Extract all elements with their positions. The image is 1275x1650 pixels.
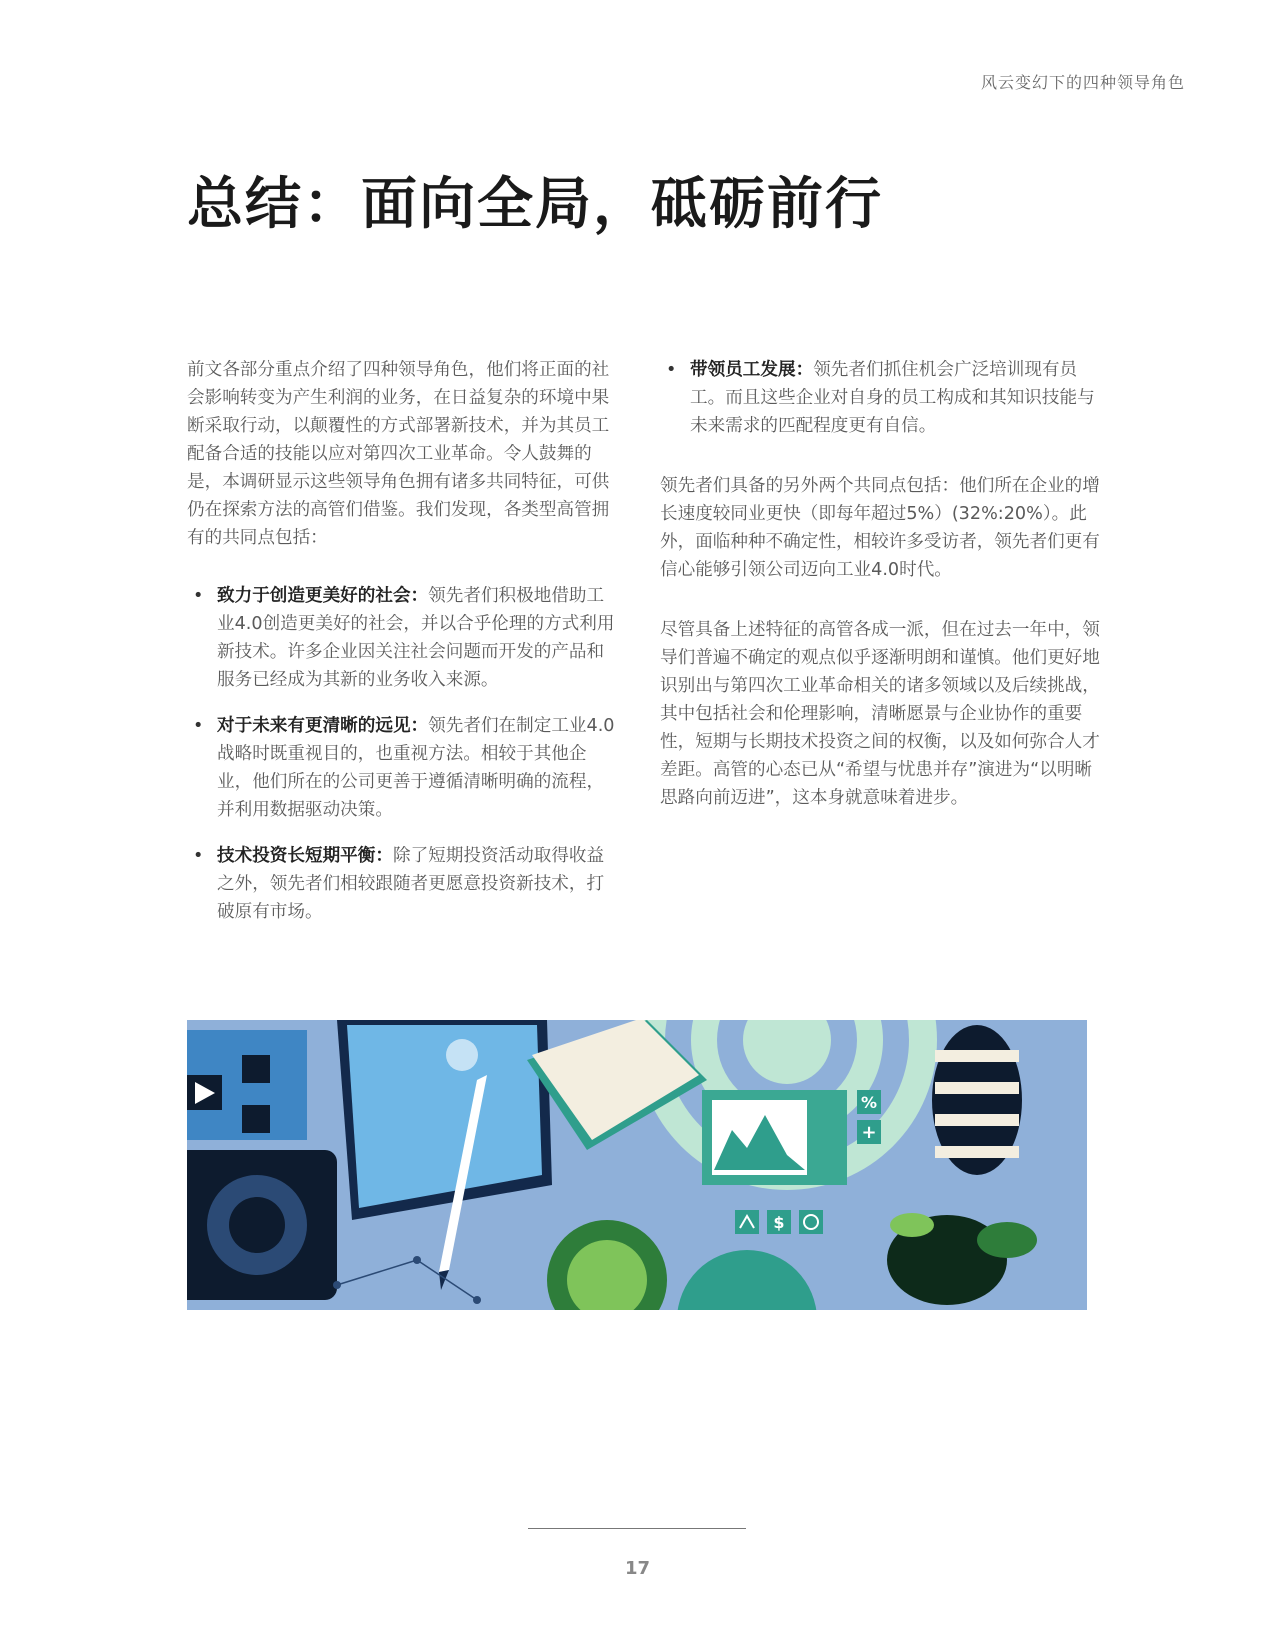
bullet-text: 领先者们在制定工业4.0战略时既重视目的，也重视方法。相较于其他企业，他们所在的公司更善于遵循清晰明确的流程，并利用数据驱动决策。 (217, 716, 615, 820)
list-item (660, 356, 1100, 440)
bullet-label: 致力于创造更美好的社会 (217, 586, 411, 606)
bullet-label: 技术投资长短期平衡 (217, 846, 376, 866)
body-paragraph: 领先者们具备的另外两个共同点包括：他们所在企业的增长速度较同业更快（即每年超过5%）(32%:20%）。此外，面临种种不确定性，相较许多受访者，领先者们更有信心能够引领公司迈向工业4.0时代。 (660, 476, 1100, 580)
list-item (187, 712, 617, 824)
traits-list (187, 582, 617, 926)
blueprint-tablet-graphic (337, 1020, 552, 1220)
left-column (187, 356, 617, 944)
dollar-icon: $ (773, 1213, 785, 1232)
bullet-separator: ： (795, 360, 814, 380)
page-number: 17 (624, 1558, 651, 1579)
bullet-separator: ： (375, 846, 393, 866)
camera-lens-graphic (187, 1150, 337, 1300)
traits-list-continued (660, 356, 1100, 440)
bullet-marker: • (193, 716, 204, 736)
bullet-marker: • (666, 360, 677, 380)
bullet-text: 领先者们抓住机会广泛培训现有员工。而且这些企业对自身的员工构成和其知识技能与未来需求的匹配程度更有自信。 (690, 360, 1095, 436)
running-header: 风云变幻下的四种领导角色 (980, 73, 1185, 92)
vase-graphic (932, 1025, 1022, 1175)
list-item (187, 842, 617, 926)
bullet-text: 除了短期投资活动取得收益之外，领先者们相较跟随者更愿意投资新技术，打破原有市场。 (217, 846, 605, 922)
bullet-separator: ： (410, 716, 429, 736)
illustration-banner (187, 1020, 1087, 1310)
circuit-board-graphic (187, 1030, 307, 1140)
body-paragraph: 尽管具备上述特征的高管各成一派，但在过去一年中，领导们普遍不确定的观点似乎逐渐明朗和谨慎。他们更好地识别出与第四次工业革命相关的诸多领域以及后续挑战，其中包括社会和伦理影响，清晰愿景与企业协作的重要性，短期与长期技术投资之间的权衡，以及如何弥合人才差距。高管的心态已从“希望与忧患并存”演进为“以明晰思路向前迈进”，这本身就意味着进步。 (660, 620, 1100, 808)
bullet-marker: • (193, 846, 204, 866)
bullet-marker: • (193, 586, 204, 606)
bullet-label: 对于未来有更清晰的远见 (217, 716, 411, 736)
bullet-separator: ： (410, 586, 429, 606)
plus-icon: + (861, 1122, 877, 1143)
bullet-text: 领先者们积极地借助工业4.0创造更美好的社会，并以合乎伦理的方式利用新技术。许多企业因关注社会问题而开发的产品和服务已经成为其新的业务收入来源。 (217, 586, 615, 690)
footer-rule (528, 1528, 746, 1529)
intro-paragraph: 前文各部分重点介绍了四种领导角色，他们将正面的社会影响转变为产生利润的业务，在日益复杂的环境中果断采取行动，以颠覆性的方式部署新技术，并为其员工配备合适的技能以应对第四次工业革命。令人鼓舞的是，本调研显示这些领导角色拥有诸多共同特征，可供仍在探索方法的高管们借鉴。我们发现，各类型高管拥有的共同点包括： (187, 360, 610, 548)
right-column (660, 356, 1100, 812)
bullet-label: 带领员工发展 (690, 360, 796, 380)
page-title: 总结：面向全局，砥砺前行 (187, 172, 883, 237)
percent-icon: % (860, 1093, 878, 1112)
list-item (187, 582, 617, 694)
